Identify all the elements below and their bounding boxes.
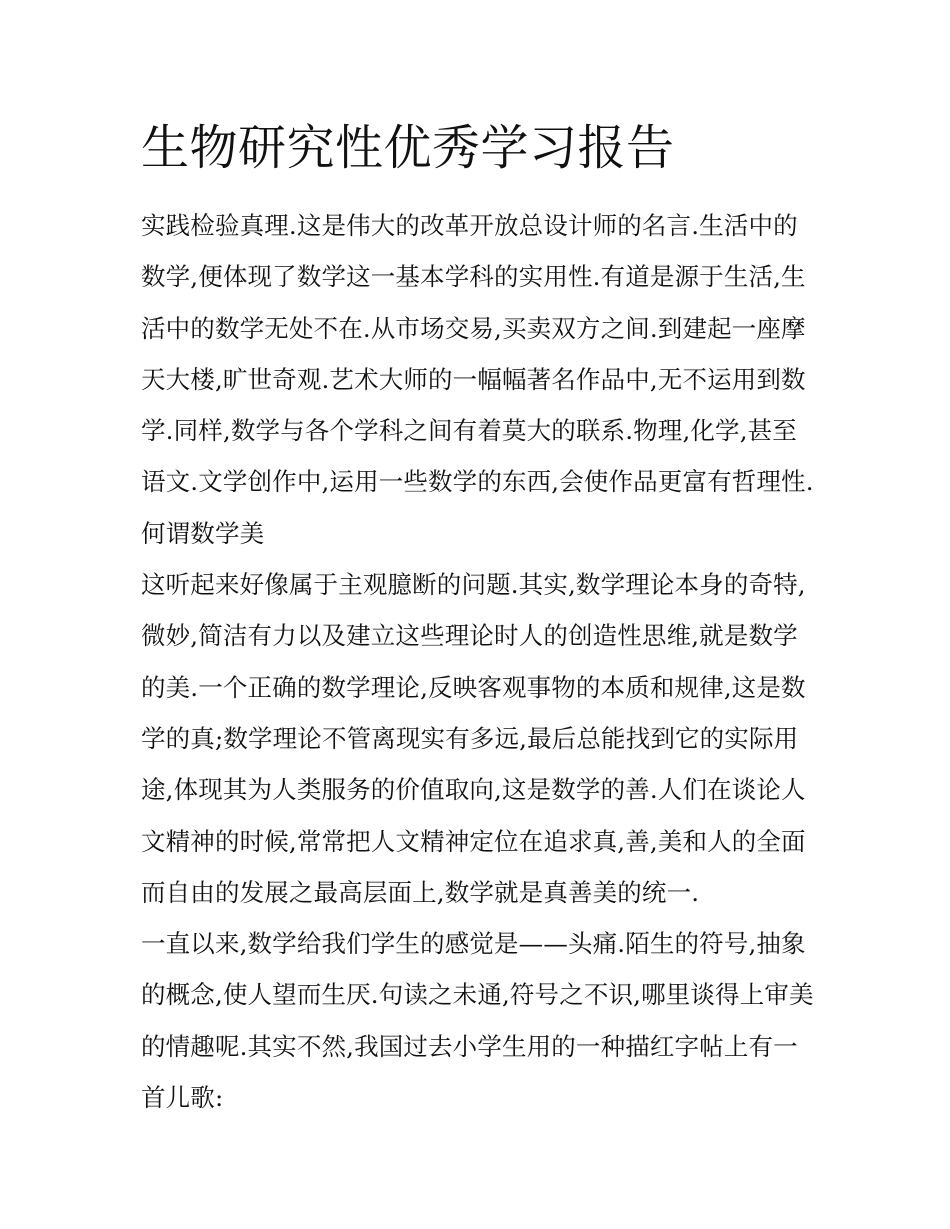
- body-line: 的概念,使人望而生厌.句读之未通,符号之不识,哪里谈得上审美: [141, 980, 814, 1010]
- document-title: 生物研究性优秀学习报告: [141, 120, 675, 176]
- document-body: [141, 200, 814, 1123]
- section-heading: 何谓数学美: [141, 518, 265, 548]
- body-line: 途,体现其为人类服务的价值取向,这是数学的善.人们在谈论人: [141, 775, 806, 805]
- body-line: 活中的数学无处不在.从市场交易,买卖双方之间.到建起一座摩: [141, 313, 806, 343]
- body-line: 学的真;数学理论不管离现实有多远,最后总能找到它的实际用: [141, 723, 799, 753]
- body-line: 实践检验真理.这是伟大的改革开放总设计师的名言.生活中的: [141, 211, 798, 240]
- body-line: 这听起来好像属于主观臆断的问题.其实,数学理论本身的奇特,: [141, 570, 806, 600]
- body-line: 微妙,简洁有力以及建立这些理论时人的创造性思维,就是数学: [141, 621, 798, 651]
- body-line: 的情趣呢.其实不然,我国过去小学生用的一种描红字帖上有一: [141, 1031, 798, 1061]
- body-line: 文精神的时候,常常把人文精神定位在追求真,善,美和人的全面: [141, 826, 806, 856]
- body-line: 一直以来,数学给我们学生的感觉是——头痛.陌生的符号,抽象: [141, 929, 806, 959]
- body-line: 首儿歌:: [141, 1083, 224, 1113]
- body-line: 语文.文学创作中,运用一些数学的东西,会使作品更富有哲理性.: [141, 467, 814, 497]
- body-line: 学.同样,数学与各个学科之间有着莫大的联系.物理,化学,甚至: [141, 416, 797, 446]
- body-line: 的美.一个正确的数学理论,反映客观事物的本质和规律,这是数: [141, 672, 806, 702]
- body-line: 数学,便体现了数学这一基本学科的实用性.有道是源于生活,生: [141, 262, 806, 292]
- body-line: 而自由的发展之最高层面上,数学就是真善美的统一.: [141, 877, 700, 907]
- body-line: 天大楼,旷世奇观.艺术大师的一幅幅著名作品中,无不运用到数: [141, 364, 806, 394]
